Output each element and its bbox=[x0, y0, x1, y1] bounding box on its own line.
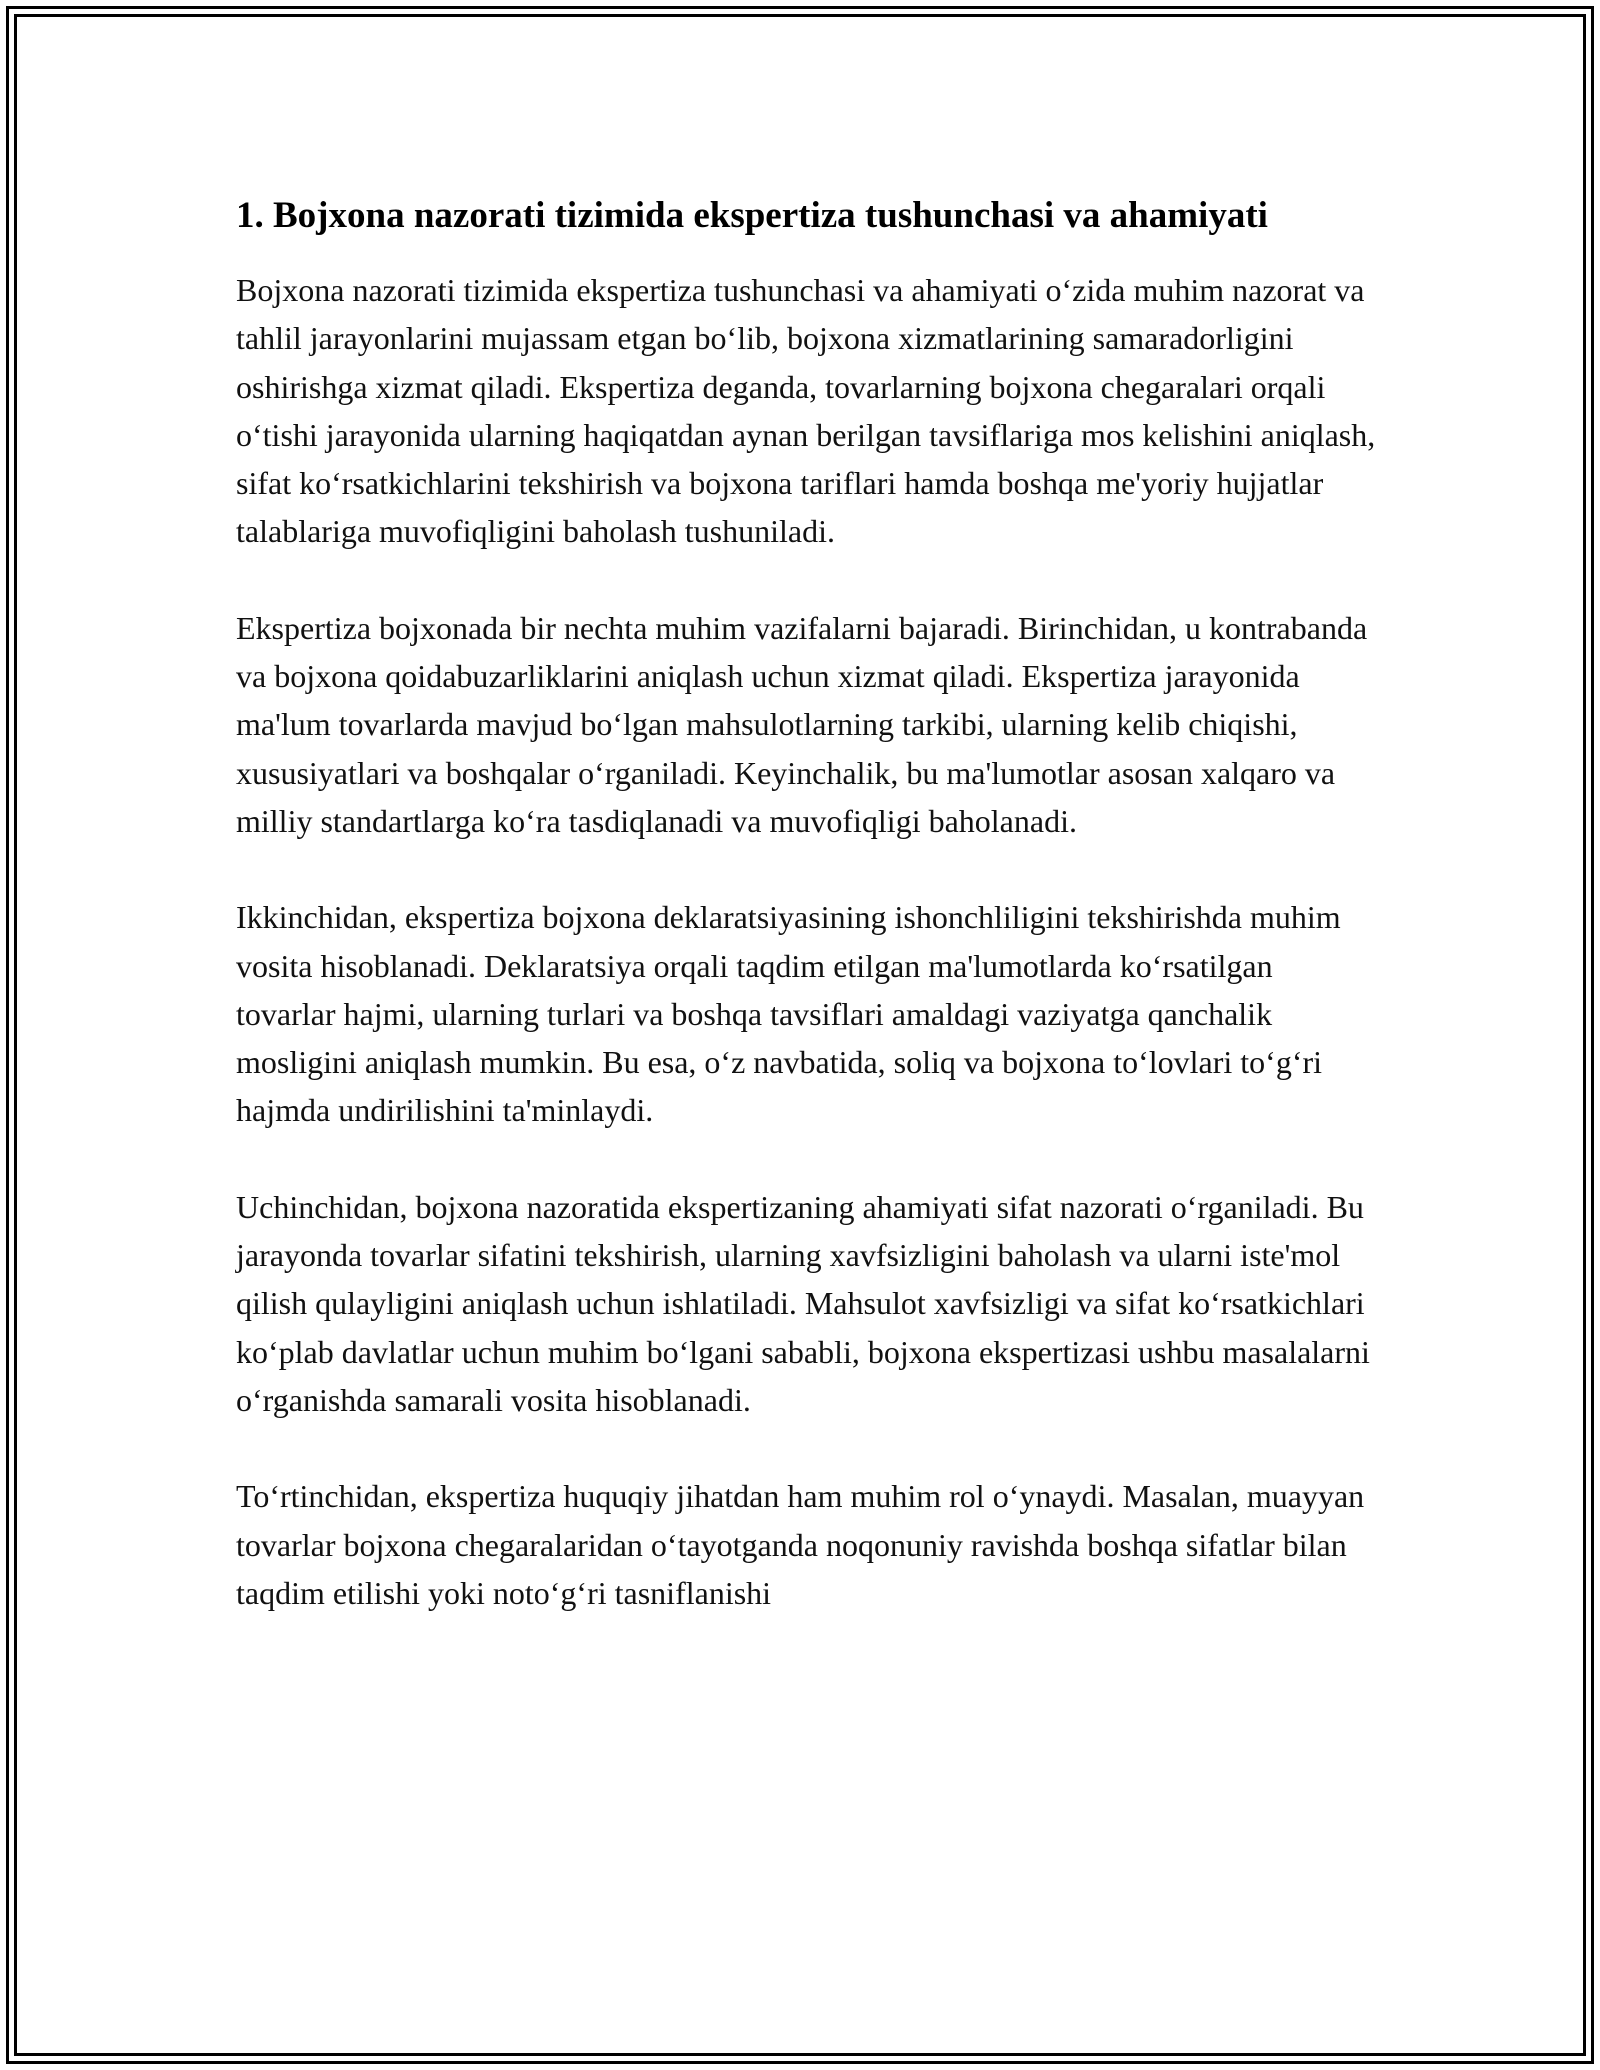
paragraph-5: To‘rtinchidan, ekspertiza huquqiy jihatdan ham muhim rol o‘ynaydi. Masalan, muayyan tovarlar bojxona chegaralaridan o‘tayotganda noqonuniy ravishda boshqa sifatlar bilan taqdim etilishi yoki noto‘g‘ri tasniflanishi bbox=[236, 1478, 1365, 1611]
section-heading: 1. Bojxona nazorati tizimida ekspertiza tushunchasi va ahamiyati bbox=[236, 195, 1268, 236]
paragraph-3: Ikkinchidan, ekspertiza bojxona deklaratsiyasining ishonchliligini tekshirishda muhim vosita hisoblanadi. Deklaratsiya orqali taqdim etilgan ma'lumotlarda ko‘rsatilgan tovarlar hajmi, ularning turlari va boshqa tavsiflari amaldagi vaziyatga qanchalik mosligini aniqlash mumkin. Bu esa, o‘z navbatida, soliq va bojxona to‘lovlari to‘g‘ri hajmda undirilishini ta'minlaydi. bbox=[236, 899, 1341, 1129]
paragraph-4: Uchinchidan, bojxona nazoratida ekspertizaning ahamiyati sifat nazorati o‘rganiladi. Bu jarayonda tovarlar sifatini tekshirish, ularning xavfsizligini baholash va ularni iste'mol qilish qulayligini aniqlash uchun ishlatiladi. Mahsulot xavfsizligi va sifat ko‘rsatkichlari ko‘plab davlatlar uchun muhim bo‘lgani sababli, bojxona ekspertizasi ushbu masalalarni o‘rganishda samarali vosita hisoblanadi. bbox=[236, 1188, 1370, 1418]
paragraph-1: Bojxona nazorati tizimida ekspertiza tushunchasi va ahamiyati o‘zida muhim nazorat va tahlil jarayonlarini mujassam etgan bo‘lib, bojxona xizmatlarining samaradorligini oshirishga xizmat qiladi. Ekspertiza deganda, tovarlarning bojxona chegaralari orqali o‘tishi jarayonida ularning haqiqatdan aynan berilgan tavsiflariga mos kelishini aniqlash, sifat ko‘rsatkichlarini tekshirish va bojxona tariflari hamda boshqa me'yoriy hujjatlar talablariga muvofiqligini baholash tushuniladi. bbox=[236, 272, 1376, 550]
document-body bbox=[236, 188, 1376, 1665]
paragraph-2: Ekspertiza bojxonada bir nechta muhim vazifalarni bajaradi. Birinchidan, u kontrabanda va bojxona qoidabuzarliklarini aniqlash uchun xizmat qiladi. Ekspertiza jarayonida ma'lum tovarlarda mavjud bo‘lgan mahsulotlarning tarkibi, ularning kelib chiqishi, xususiyatlari va boshqalar o‘rganiladi. Keyinchalik, bu ma'lumotlar asosan xalqaro va milliy standartlarga ko‘ra tasdiqlanadi va muvofiqligi baholanadi. bbox=[236, 609, 1368, 839]
